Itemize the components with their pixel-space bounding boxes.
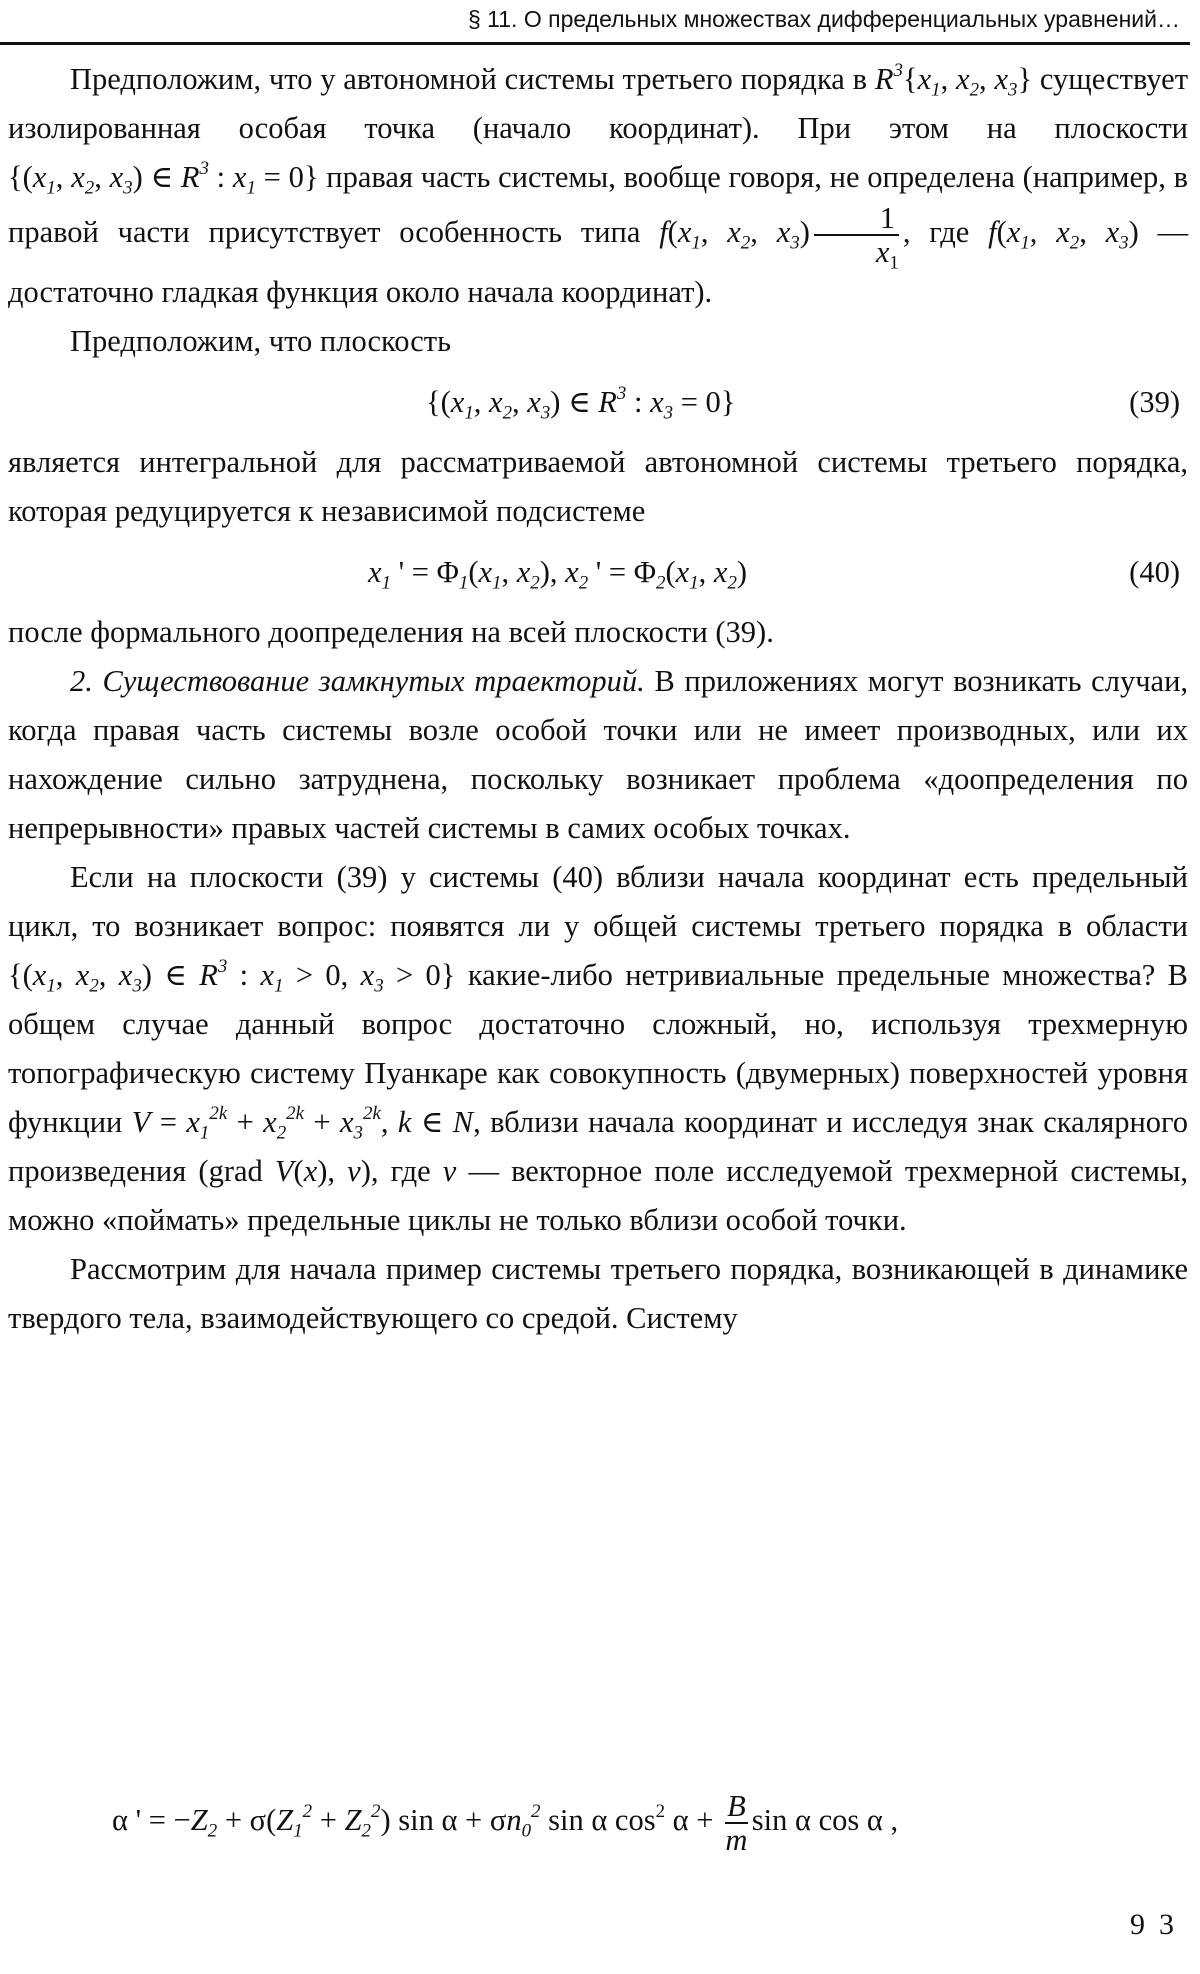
- paragraph-2: Предположим, что плоскость: [70, 324, 452, 359]
- paragraph-5: 2. Существование замкнутых траекторий. В приложениях могут возникать случаи, когда правая часть системы возле особой точки или не имеет производных, или их нахождение сильно затруднена, поскольку возникает проблема «доопределения по непрерывности» правых частей системы в самих особых точках.: [8, 664, 1189, 846]
- equation-number-40: (40): [1129, 555, 1180, 590]
- main-text: [8, 55, 1188, 1343]
- formula-singularity: $f(x_1$, $x_2$, $x_3$) $\frac{1}{x_1}$: [659, 201, 899, 274]
- equation-number-39: (39): [1129, 385, 1180, 420]
- formula-scalar-product: (grad V(x), v): [198, 1154, 371, 1189]
- equation-39: [8, 366, 1188, 438]
- paragraph-1: Предположим, что у автономной системы третьего порядка в $R^3\{x_1$, $x_2$, $x_3$} существует изолированная особая точка (начало координат). При этом на плоскости {($x_1$, $x_2$, $x_3$) ∈ $R^3$ : $x_1 = 0$} правая часть системы, вообще говоря, не определена (например, в правой части присутствует особенность типа $f(x_1$, $x_2$, $x_3$) $\frac{1}{x_1}$ , где $f(x_1$, $x_2$, $x_3$) — достаточно гладкая функция около начала координат).: [8, 59, 1189, 310]
- formula-plane-x1-zero: {($x_1$, $x_2$, $x_3$) ∈ $R^3$ : $x_1 = 0$}: [8, 157, 319, 199]
- formula-region: {($x_1$, $x_2$, $x_3$) ∈ $R^3$ : $x_1 > 0$, $x_3 > 0$}: [8, 955, 456, 997]
- equation-alpha: α ' = $-Z_2 + \sigma(Z_1^2 + Z_2^2)$ $\sin \alpha + \sigma n_0^2$ sin α $\cos^2 \alpha$ + $\frac{B}{m}$ sin α cos α ,: [112, 1789, 899, 1858]
- running-header: [0, 0, 1190, 40]
- header-rule: [0, 42, 1190, 45]
- formula-f: $f(x_1$, $x_2$, $x_3$): [988, 215, 1139, 254]
- formula-level-function: $V = x_1^{2k} + x_2^{2k} + x_3^{2k}$, k ∈ N,: [131, 1102, 481, 1144]
- equation-40: [8, 536, 1188, 608]
- paragraph-4: после формального доопределения на всей плоскости (39).: [8, 615, 774, 650]
- formula-r3-space: $R^3\{x_1$, $x_2$, $x_3$}: [874, 59, 1033, 101]
- running-title: § 11. О предельных множествах дифференциальных уравнений…: [468, 6, 1180, 32]
- paragraph-3: является интегральной для рассматриваемой автономной системы третьего порядка, которая редуцируется к независимой подсистеме: [8, 445, 1188, 529]
- formula-plane-x3-zero: {($x_1$, $x_2$, $x_3$) ∈ $R^3$ : $x_3 = 0$}: [426, 382, 736, 424]
- formula-v: v: [442, 1154, 457, 1189]
- paragraph-7: Рассмотрим для начала пример системы третьего порядка, возникающей в динамике твердого тела, взаимодействующего со средой. Систему: [8, 1252, 1188, 1336]
- section-heading: 2. Существование замкнутых траекторий.: [70, 664, 645, 699]
- formula-subsystem: $x_1$ ' = $\Phi_1(x_1$, $x_2$), $x_2$ ' = $\Phi_2(x_1$, $x_2$): [368, 555, 748, 594]
- paragraph-6: Если на плоскости (39) у системы (40) вблизи начала координат есть предельный цикл, то возникает вопрос: появятся ли у общей системы третьего порядка в области {($x_1$, $x_2$, $x_3$) ∈ $R^3$ : $x_1 > 0$, $x_3 > 0$} какие-либо нетривиальные предельные множества? В общем случае данный вопрос достаточно сложный, но, используя трехмерную топографическую систему Пуанкаре как совокупность (двумерных) поверхностей уровня функции $V = x_1^{2k} + x_2^{2k} + x_3^{2k}$, k ∈ N, вблизи начала координат и исследуя знак скалярного произведения (grad V(x), v), где v — векторное поле исследуемой трехмерной системы, можно «поймать» предельные циклы не только вблизи особой точки.: [8, 860, 1189, 1238]
- page-number: 93: [1130, 1908, 1188, 1941]
